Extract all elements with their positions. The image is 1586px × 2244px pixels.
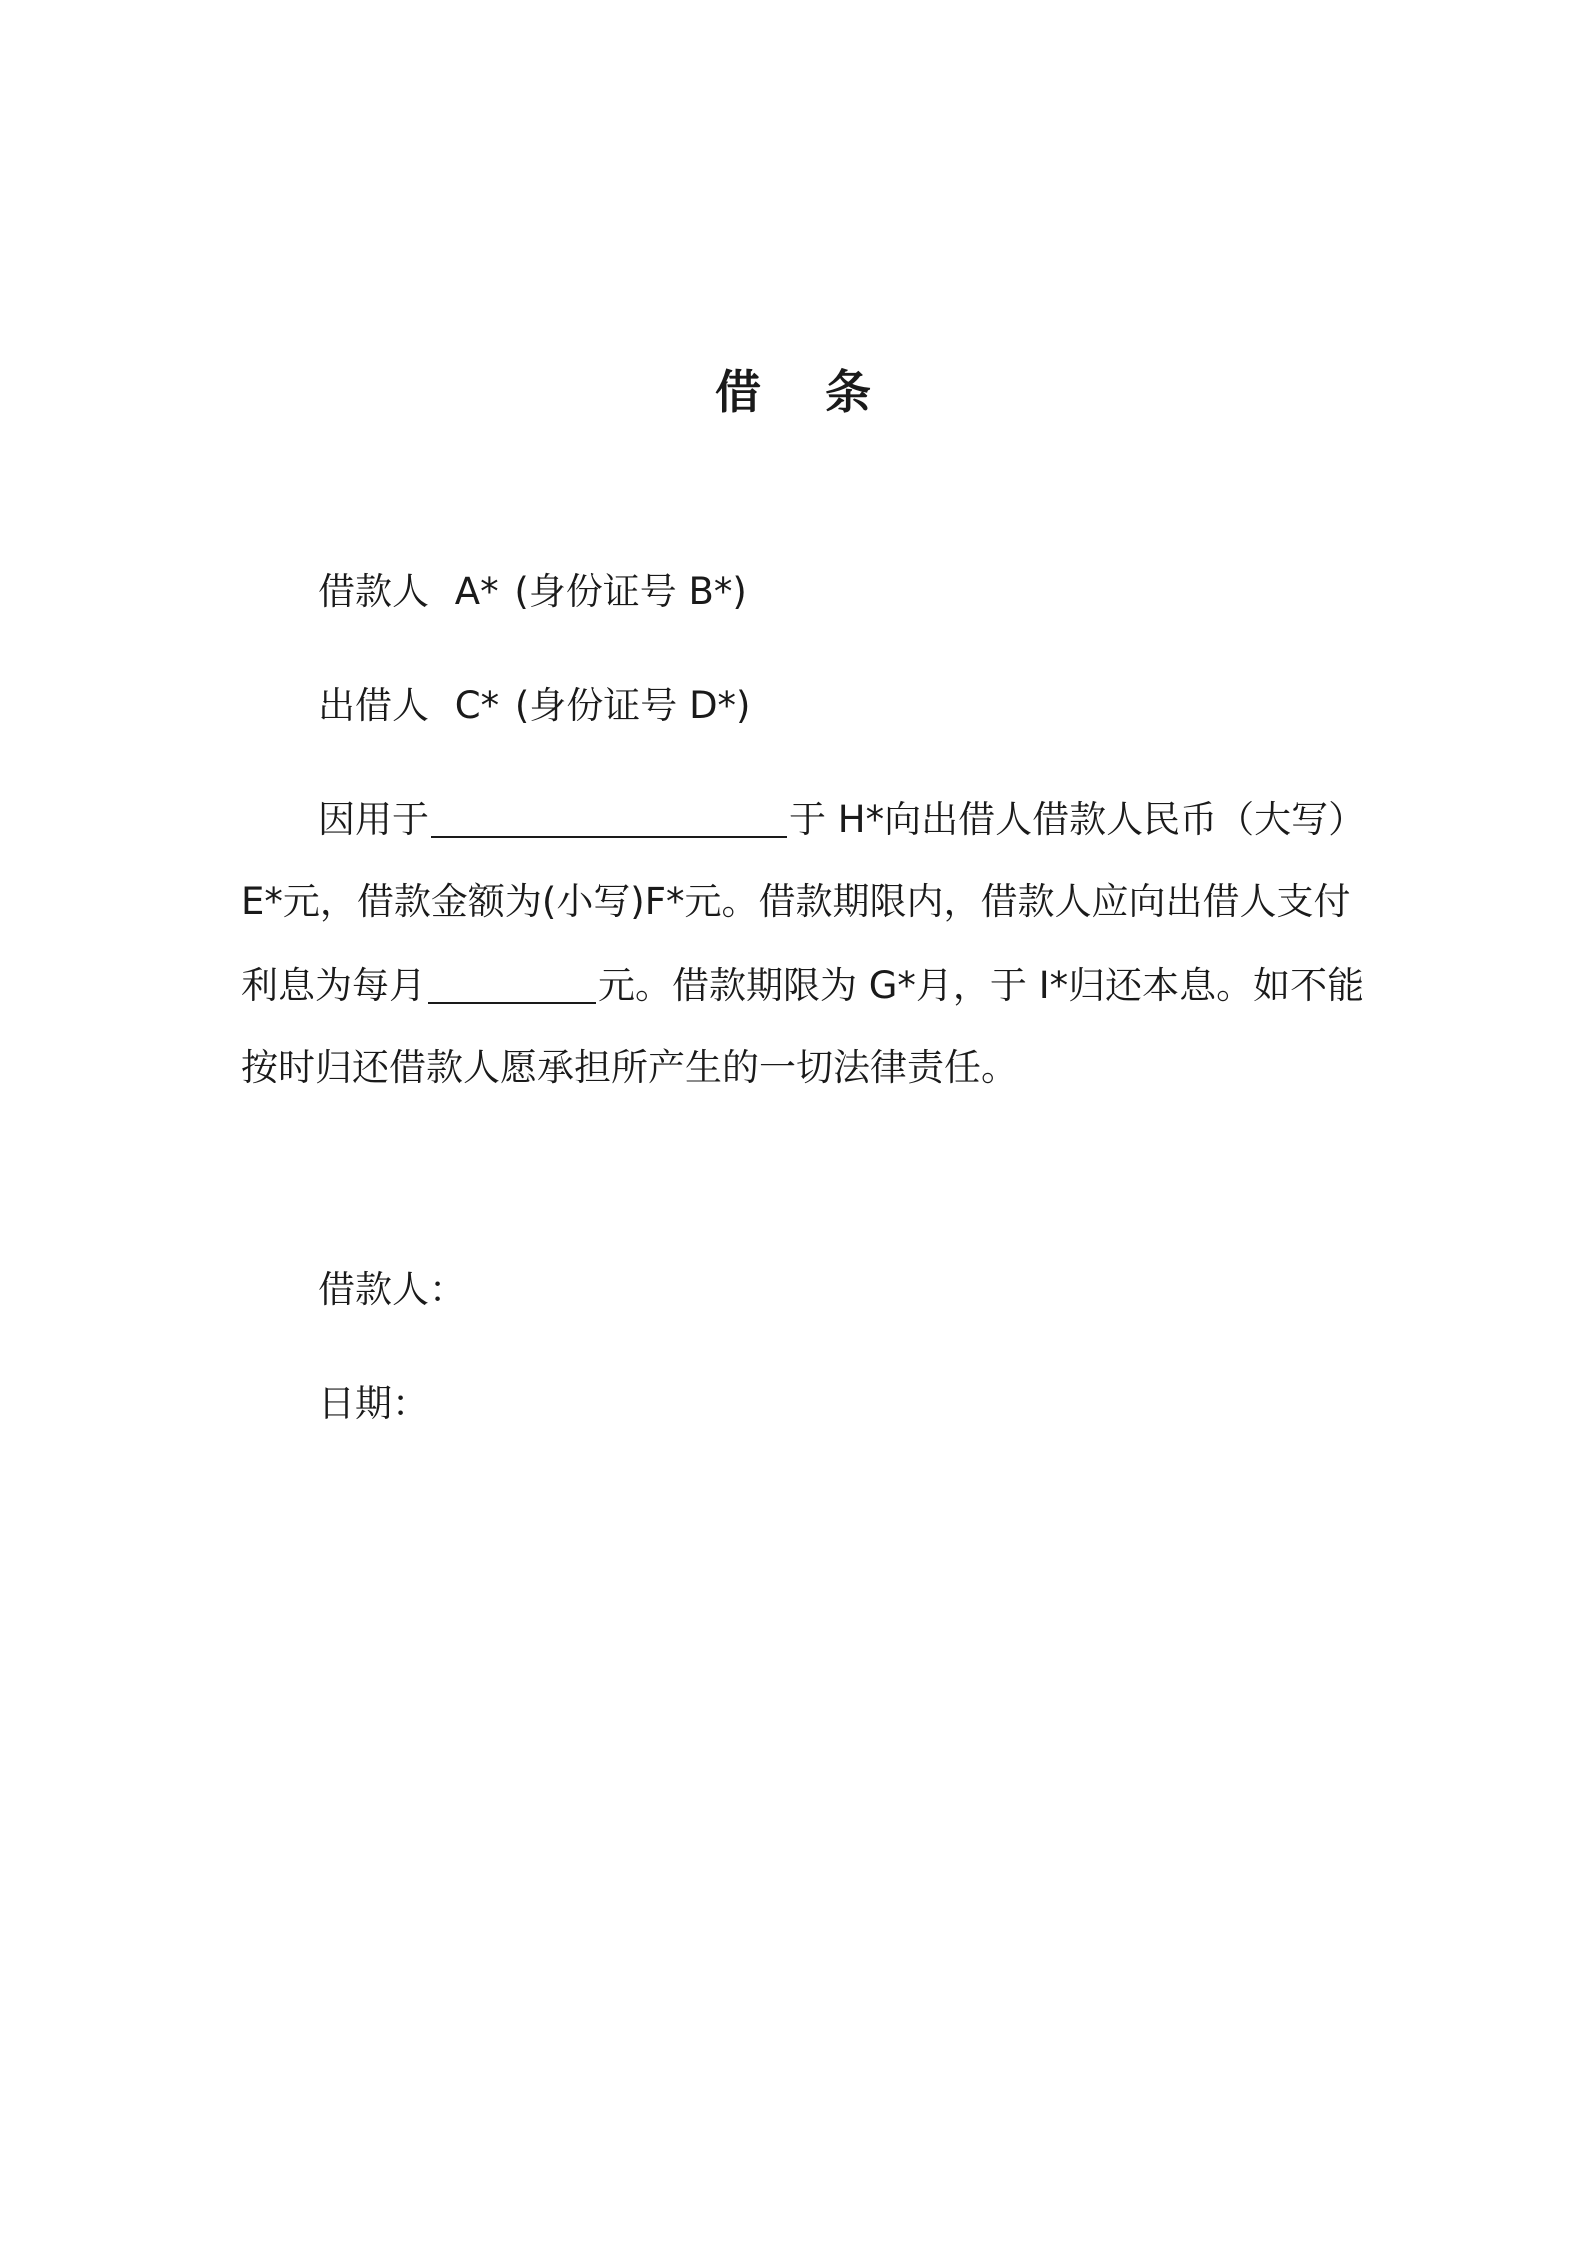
borrower-label: 借款人 xyxy=(318,570,429,613)
date-and-amount-text: 于 H*向出借人借款人民币（大写） xyxy=(789,798,1366,841)
lender-id: (身份证号 D*) xyxy=(514,684,751,727)
body-line-3 xyxy=(241,960,1364,1012)
borrower-id: (身份证号 B*) xyxy=(514,570,747,613)
interest-prefix: 利息为每月 xyxy=(241,964,426,1007)
lender-line xyxy=(318,680,751,732)
purpose-blank-field[interactable] xyxy=(431,796,787,838)
term-and-repayment-text: 元。借款期限为 G*月，于 I*归还本息。如不能 xyxy=(598,964,1365,1007)
body-line-4: 按时归还借款人愿承担所产生的一切法律责任。 xyxy=(241,1046,1018,1089)
document-title: 借 条 xyxy=(714,365,895,419)
body-line-2: E*元，借款金额为(小写)F*元。借款期限内，借款人应向出借人支付 xyxy=(241,880,1351,923)
body-line-1 xyxy=(318,794,1365,846)
signature-borrower-label: 借款人： xyxy=(318,1268,466,1311)
signature-date-label: 日期： xyxy=(318,1382,429,1425)
purpose-prefix: 因用于 xyxy=(318,798,429,841)
lender-name: C* xyxy=(454,684,500,727)
borrower-name: A* xyxy=(454,570,499,613)
lender-label: 出借人 xyxy=(318,684,429,727)
interest-blank-field[interactable] xyxy=(428,962,596,1004)
borrower-line xyxy=(318,566,747,618)
